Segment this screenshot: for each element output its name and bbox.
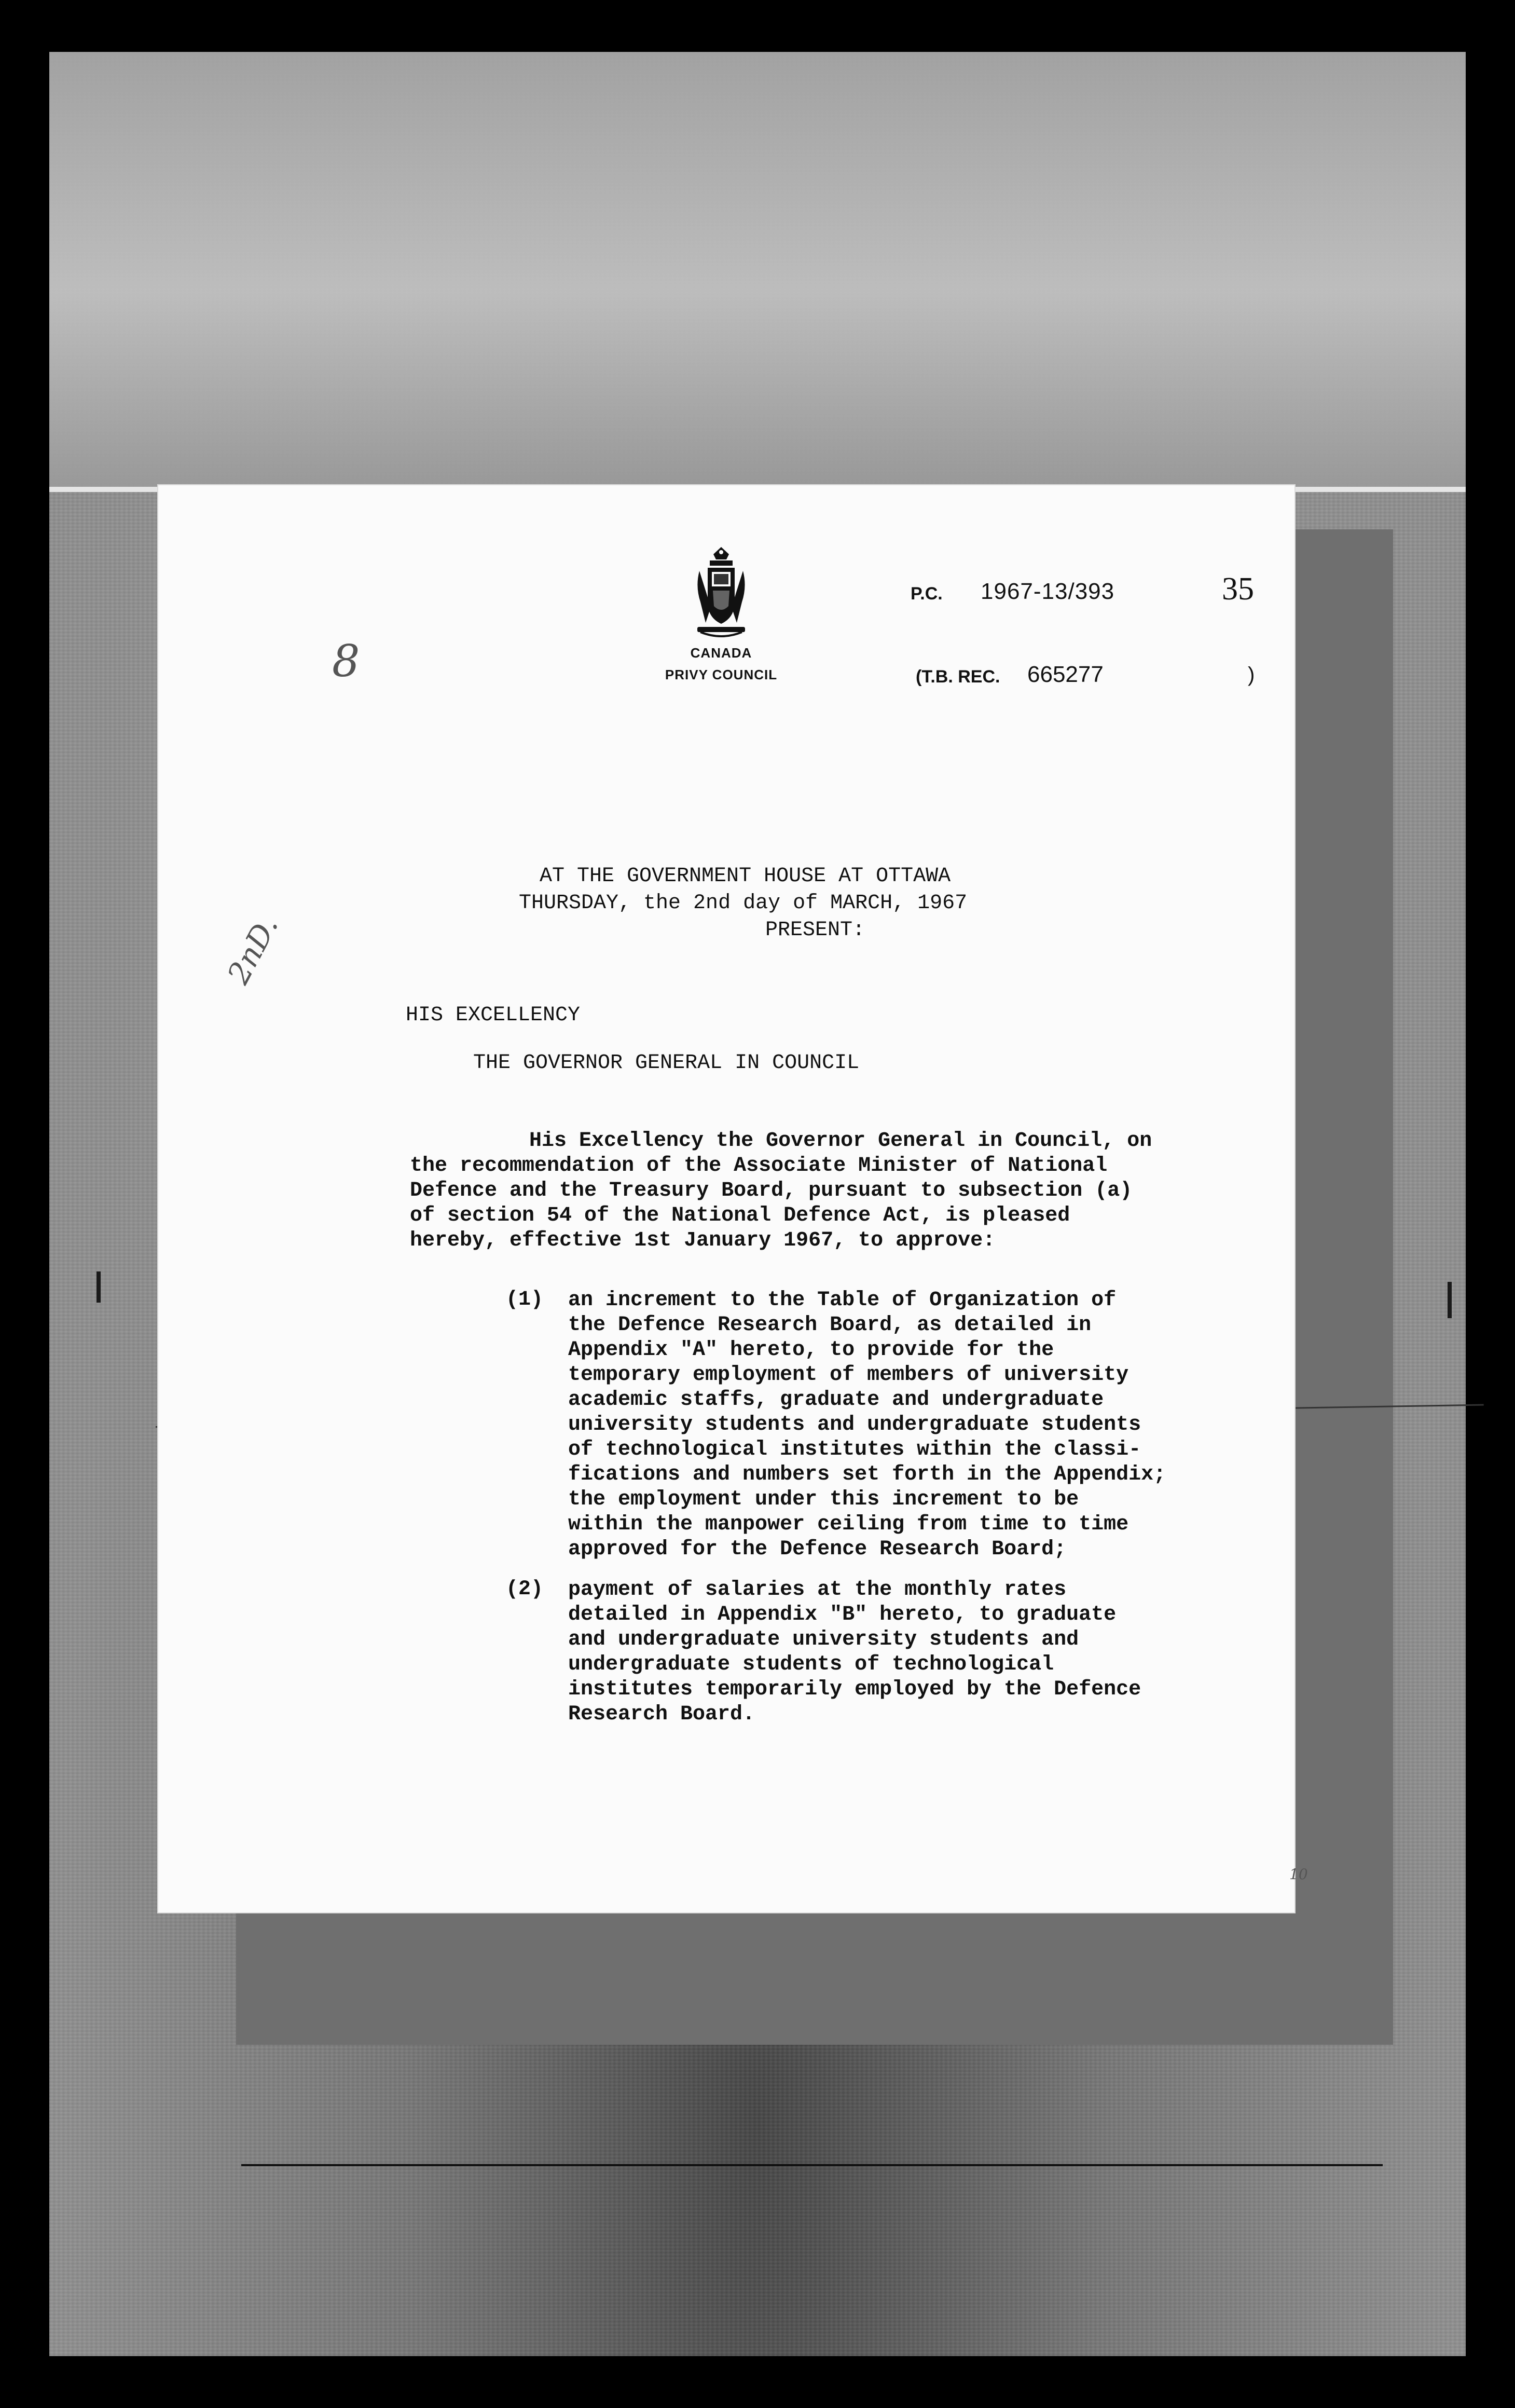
circled-number: 8 xyxy=(332,636,360,687)
right-scan-mark xyxy=(1448,1282,1452,1318)
tb-rec-label: (T.B. REC. xyxy=(916,667,1000,687)
pc-label: P.C. xyxy=(911,584,943,604)
council-label: PRIVY COUNCIL xyxy=(665,667,778,682)
tb-rec-close: ) xyxy=(1248,663,1255,686)
addressee-line-1: HIS EXCELLENCY xyxy=(406,1004,581,1027)
preamble-place: AT THE GOVERNMENT HOUSE AT OTTAWA xyxy=(540,865,951,888)
page-number: 35 xyxy=(1222,571,1254,607)
corner-note: 10 xyxy=(1289,1866,1308,1883)
order-in-council-page xyxy=(158,485,1308,1912)
pc-number: 1967-13/393 xyxy=(981,579,1115,604)
item-2-text: payment of salaries at the monthly rates detailed in Appendix "B" hereto, to graduate and undergraduate university students and undergraduate students of technological institutes temporarily employed by the Defence Research Board. xyxy=(568,1578,1141,1726)
left-scan-mark xyxy=(97,1271,101,1303)
bottom-rule xyxy=(241,2164,1383,2166)
item-2-number: (2) xyxy=(506,1578,544,1601)
margin-note: 2nD. xyxy=(221,910,285,990)
item-1-number: (1) xyxy=(506,1288,544,1311)
item-1-text: an increment to the Table of Organization of the Defence Research Board, as detailed in Appendix "A" hereto, to provide for the temporary employment of members of university academic staffs, graduate and undergraduate university students and undergraduate students of technological institutes within the classi- fications and numbers set forth in the Appendix; the employment under this increment to be within the manpower ceiling from time to time approved for the Defence Research Board; xyxy=(568,1289,1166,1561)
addressee-line-2: THE GOVERNOR GENERAL IN COUNCIL xyxy=(473,1051,860,1075)
tb-rec-number: 665277 xyxy=(1027,662,1104,687)
country-label: CANADA xyxy=(690,645,752,661)
coat-of-arms-icon xyxy=(685,545,758,641)
intro-paragraph: His Excellency the Governor General in Council, on the recommendation of the Associate Minister of National Defence and the Treasury Board, pursuant to subsection (a) of section 54 of the National Defence Act, is pleased hereby, effective 1st January 1967, to approve: xyxy=(410,1129,1152,1252)
preamble-present: PRESENT: xyxy=(765,919,865,942)
folder-backing xyxy=(49,52,1466,488)
preamble-date: THURSDAY, the 2nd day of MARCH, 1967 xyxy=(519,892,968,915)
